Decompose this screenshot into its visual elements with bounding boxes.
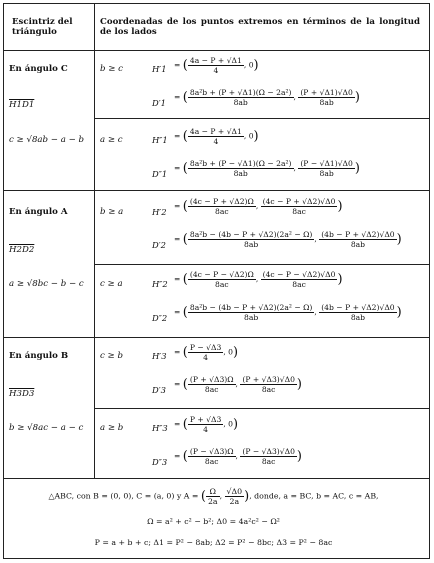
point-formula: = ( $\frac{P - √\Delta 3}{4}$ , 0) bbox=[174, 343, 239, 362]
section-title: En ángulo A bbox=[9, 207, 68, 217]
point-formula: = ( $\frac{\text{8a²b + (P + √Δ1)(Ω − 2a²)}}{8ab}$ , $\frac{(P + √\Delta 1)√\Delta 0}{8ab}$ ) bbox=[174, 88, 360, 107]
case-label: c ≥ a bbox=[100, 279, 123, 289]
section-divider bbox=[3, 337, 430, 338]
case-label: a ≥ c bbox=[100, 135, 123, 145]
header-divider bbox=[3, 50, 430, 51]
section-title: En ángulo C bbox=[9, 64, 68, 74]
point-name: D′1 bbox=[152, 98, 166, 108]
point-name: H′3 bbox=[152, 351, 167, 361]
header-col2: Coordenadas de los puntos extremos en términos de la longitud de los lados bbox=[100, 17, 420, 37]
point-name: H″2 bbox=[152, 279, 168, 289]
row-divider bbox=[94, 118, 430, 119]
point-formula: = ( $\frac{4a - P + √\Delta 1}{4}$ , 0) bbox=[174, 56, 259, 75]
footer-line-1: △ABC, con B = (0, 0), C = (a, 0) y A = ( $\frac{\Omega}{2a}$ , $\frac{√\Delta 0}{2a}$ ), donde, a = BC, b = AC, c = AB, bbox=[48, 487, 379, 506]
column-divider bbox=[94, 3, 95, 479]
point-name: D′3 bbox=[152, 385, 166, 395]
row-divider bbox=[94, 264, 430, 265]
point-formula: = ( $\frac{(P - √\Delta 3)\Omega}{8ac}$ , $\frac{(P - √\Delta 3)√\Delta 0}{8ac}$ ) bbox=[174, 447, 302, 466]
point-name: D″2 bbox=[152, 313, 168, 323]
segment-label: H3D3 bbox=[9, 389, 35, 399]
segment-label: H2D2 bbox=[9, 245, 35, 255]
point-name: D″3 bbox=[152, 457, 168, 467]
point-name: D″1 bbox=[152, 169, 168, 179]
row-divider bbox=[94, 408, 430, 409]
point-formula: = ( $\frac{P + √\Delta 3}{4}$ , 0) bbox=[174, 415, 239, 434]
point-name: H′2 bbox=[152, 207, 167, 217]
case-label: b ≥ a bbox=[100, 207, 124, 217]
footer-line-2: Ω = a² + c² − b²; Δ0 = 4a²c² − Ω² bbox=[147, 517, 280, 526]
section-title: En ángulo B bbox=[9, 351, 69, 361]
point-formula: = ( $\frac{(4c - P + √\Delta 2)\Omega}{8ac}$ , $\frac{(4c - P + √\Delta 2)√\Delta 0}{8ac}$ ) bbox=[174, 197, 343, 216]
point-name: D′2 bbox=[152, 240, 166, 250]
point-formula: = ( $\frac{(P + √\Delta 3)\Omega}{8ac}$ , $\frac{(P + √\Delta 3)√\Delta 0}{8ac}$ ) bbox=[174, 375, 302, 394]
point-formula: = ( $\frac{\text{8a²b − (4b − P + √Δ2)(2a² − Ω)}}{8ab}$ , $\frac{(4b - P + √\Delta 2)√\Delta 0}{8ab}$ ) bbox=[174, 230, 402, 249]
footer-line-3: P = a + b + c; Δ1 = P² − 8ab; Δ2 = P² − 8bc; Δ3 = P² − 8ac bbox=[94, 538, 333, 547]
point-name: H″1 bbox=[152, 135, 168, 145]
case-label: a ≥ b bbox=[100, 423, 124, 433]
section-divider bbox=[3, 190, 430, 191]
point-formula: = ( $\frac{\text{8a²b − (4b − P + √Δ2)(2a² − Ω)}}{8ab}$ , $\frac{(4b - P + √\Delta 2)√\Delta 0}{8ab}$ ) bbox=[174, 303, 402, 322]
point-name: H′1 bbox=[152, 64, 167, 74]
condition-label: a ≥ √8bc − b − c bbox=[9, 279, 84, 289]
point-name: H″3 bbox=[152, 423, 168, 433]
header-col1: Escintriz del triángulo bbox=[12, 17, 73, 37]
case-label: b ≥ c bbox=[100, 64, 123, 74]
case-label: c ≥ b bbox=[100, 351, 123, 361]
point-formula: = ( $\frac{(4c - P - √\Delta 2)\Omega}{8ac}$ , $\frac{(4c - P - √\Delta 2)√\Delta 0}{8ac}$ ) bbox=[174, 270, 343, 289]
point-formula: = ( $\frac{\text{8a²b + (P − √Δ1)(Ω − 2a²)}}{8ab}$ , $\frac{(P - √\Delta 1)√\Delta 0}{8ab}$ ) bbox=[174, 159, 360, 178]
section-divider bbox=[3, 478, 430, 479]
segment-label: H1D1 bbox=[9, 100, 35, 110]
condition-label: b ≥ √8ac − a − c bbox=[9, 423, 84, 433]
point-formula: = ( $\frac{4a - P + √\Delta 1}{4}$ , 0) bbox=[174, 127, 259, 146]
condition-label: c ≥ √8ab − a − b bbox=[9, 135, 84, 145]
